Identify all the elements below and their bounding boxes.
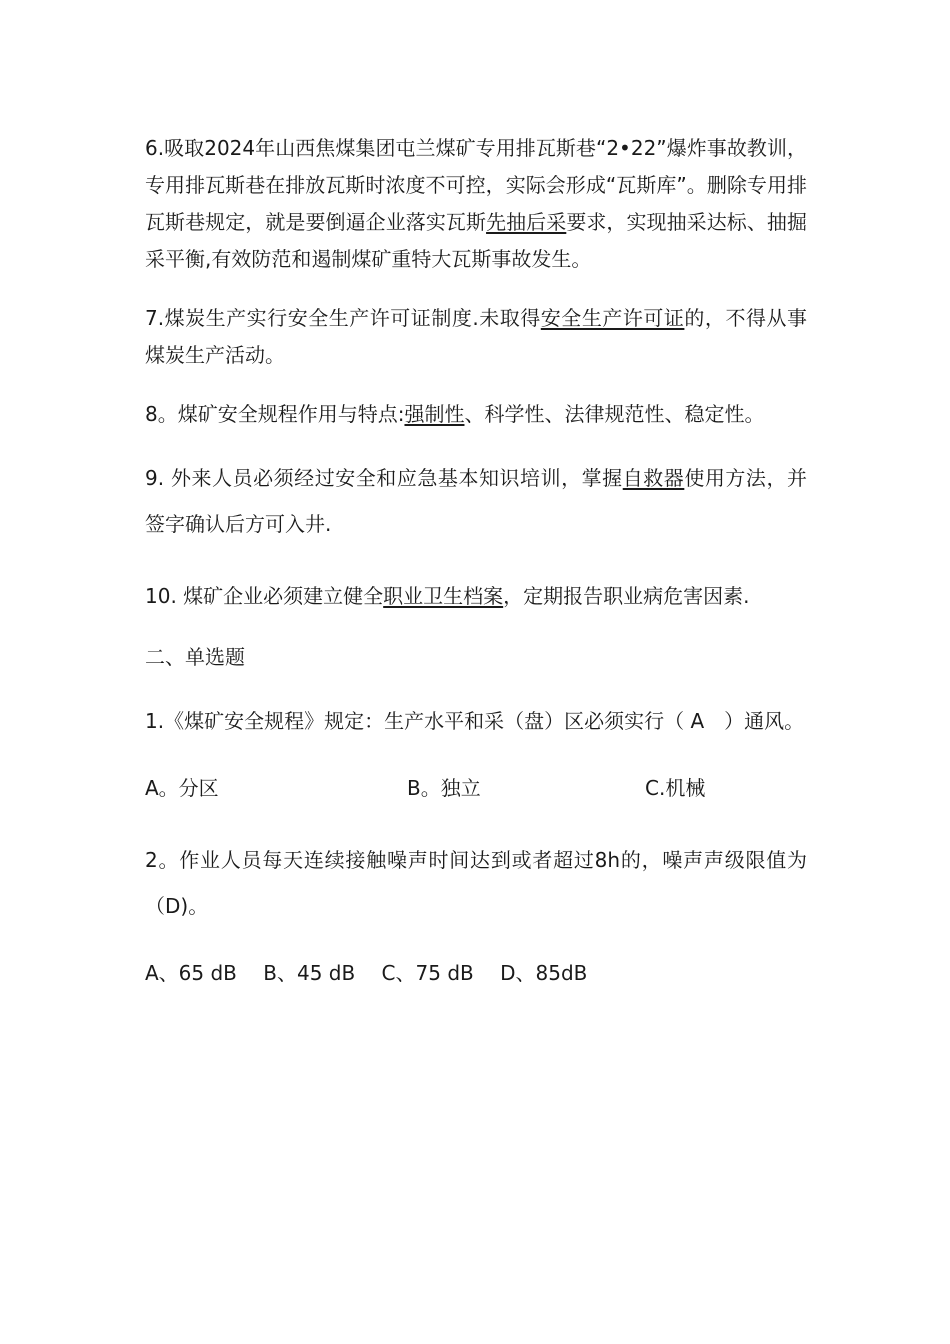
question-9-text-start: 9. 外来人员必须经过安全和应急基本知识培训，掌握 [145,466,623,490]
mc-question-1-option-a: A。分区 [145,776,219,800]
question-10-text-end: ，定期报告职业病危害因素. [503,584,750,608]
mc-question-1-option-c: C.机械 [645,776,706,800]
question-10 [145,573,807,619]
question-8-text-end: 、科学性、法律规范性、稳定性。 [464,402,765,426]
question-7 [145,300,807,374]
question-9 [145,455,807,547]
mc-question-2-options: A、65 dB B、45 dB C、75 dB D、85dB [145,961,588,985]
mc-question-1-option-b: B。独立 [407,776,481,800]
section-title-single-choice: 二、单选题 [145,645,245,669]
question-9-answer: 自救器 [622,466,685,490]
question-8 [145,396,807,433]
question-10-text-start: 10. 煤矿企业必须建立健全 [145,584,384,608]
question-8-answer: 强制性 [404,402,465,426]
mc-question-1-stem: 1.《煤矿安全规程》规定：生产水平和采（盘）区必须实行（ A ）通风。 [145,709,805,733]
question-6-text-start: 6.吸取2024年山西焦煤集团屯兰煤矿专用排瓦斯巷“2•22”爆炸事故教训，专用排瓦斯巷在排放瓦斯时浓度不可控，实际会形成“瓦斯库”。删除专用排瓦斯巷规定，就是要倒逼企业落实瓦斯 [145,136,807,234]
question-6-text-end: 要求，实现抽采达标、抽掘采平衡,有效防范和遏制煤矿重特大瓦斯事故发生。 [145,210,807,271]
question-7-answer: 安全生产许可证 [540,306,685,330]
question-9-text-end: 使用方法，并签字确认后方可入井. [145,466,807,536]
question-10-answer: 职业卫生档案 [383,584,504,608]
mc-question-2-stem: 2。作业人员每天连续接触噪声时间达到或者超过8h的，噪声声级限值为（D)。 [145,848,807,918]
question-6 [145,130,807,278]
question-8-text-start: 8。煤矿安全规程作用与特点: [145,402,405,426]
mc-question-1-options [145,770,807,807]
question-7-text-start: 7.煤炭生产实行安全生产许可证制度.未取得 [145,306,541,330]
question-7-text-end: 的，不得从事煤炭生产活动。 [145,306,807,367]
question-6-answer: 先抽后采 [486,210,567,234]
